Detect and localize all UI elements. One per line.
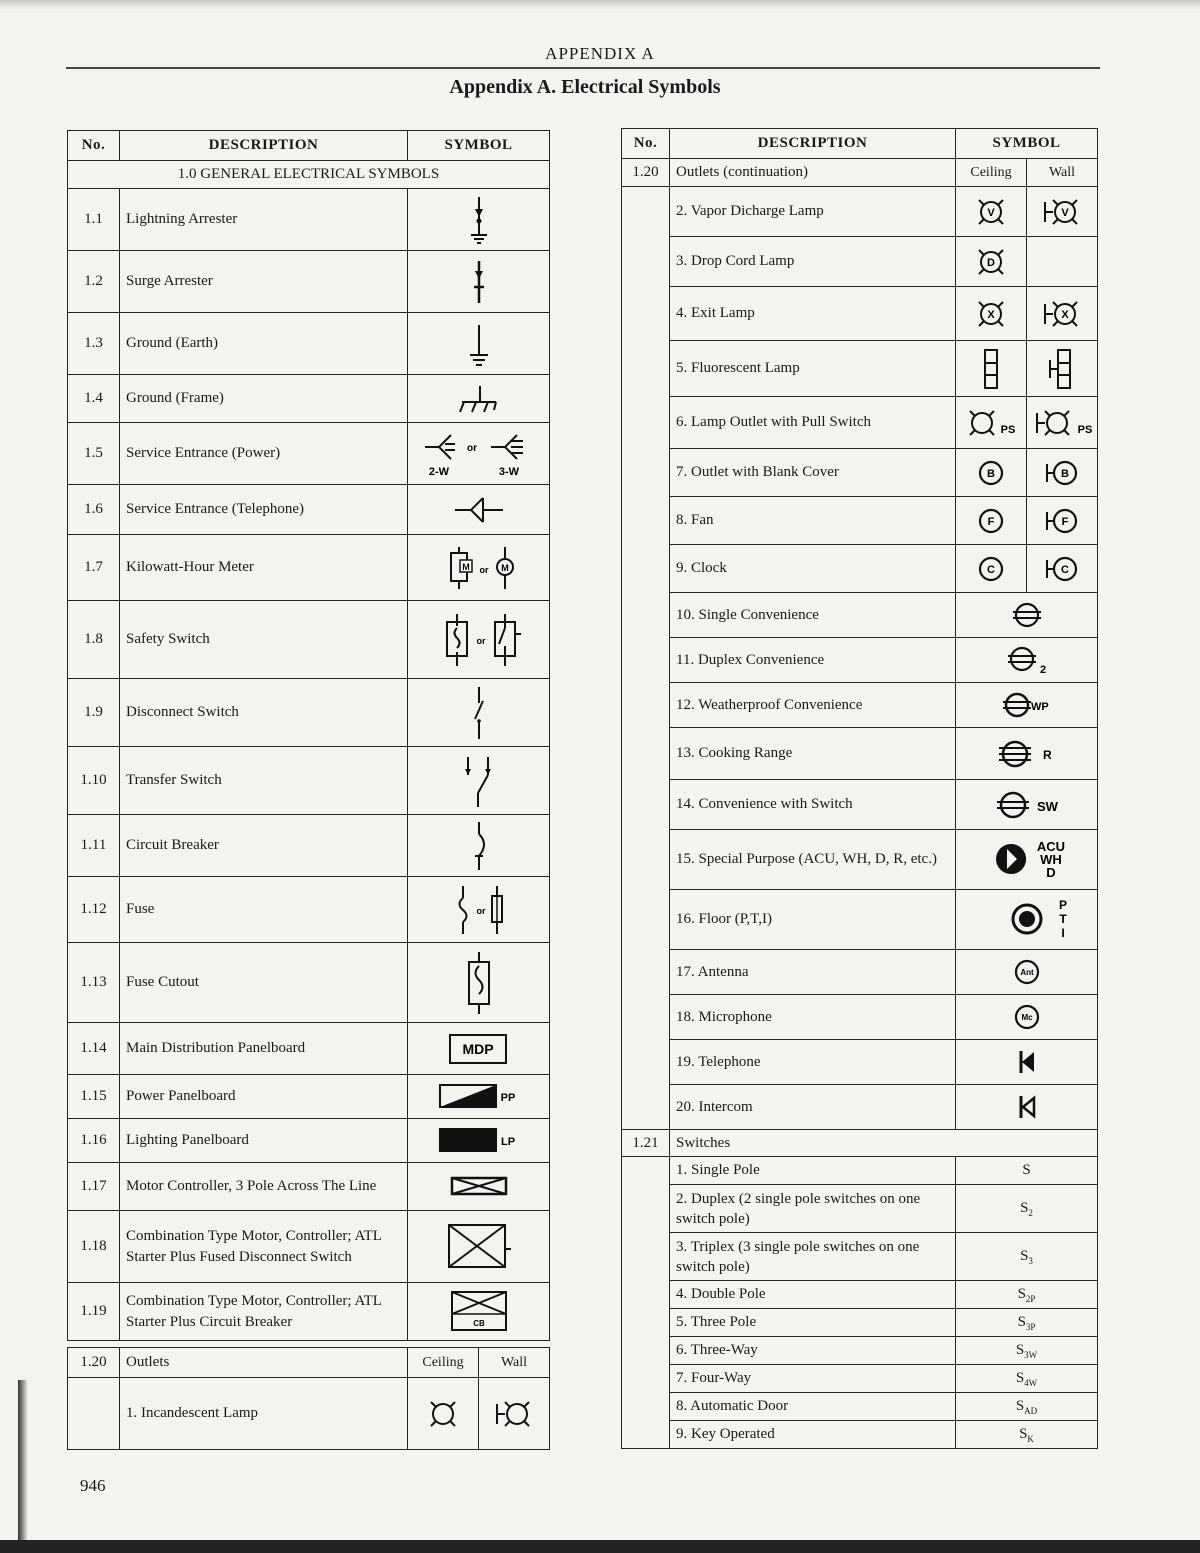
table-row — [622, 1040, 1098, 1085]
switch-symbol — [956, 1421, 1098, 1449]
row-description: 6. Lamp Outlet with Pull Switch — [670, 397, 956, 449]
row-number: 1.20 — [622, 159, 670, 187]
surge-arrester-icon — [459, 257, 499, 307]
two-wire-label: 2-W — [428, 465, 449, 478]
switch-subscript: AD — [1024, 1405, 1038, 1416]
row-number: 1.6 — [68, 485, 120, 535]
row-number: 1.12 — [68, 877, 120, 943]
row-number: 1.17 — [68, 1163, 120, 1211]
table-row — [622, 449, 1098, 497]
row-number: 1.3 — [68, 313, 120, 375]
row-number: 1.20 — [68, 1348, 120, 1378]
row-description: 11. Duplex Convenience — [670, 638, 956, 683]
row-description: 9. Key Operated — [670, 1421, 956, 1449]
row-description: Surge Arrester — [120, 251, 408, 313]
fuse-icon — [408, 877, 550, 943]
table-row — [68, 313, 550, 375]
outlets-table — [67, 1347, 550, 1450]
row-description: Safety Switch — [120, 601, 408, 679]
row-description: Ground (Earth) — [120, 313, 408, 375]
microphone-icon — [1012, 1002, 1042, 1032]
ground-frame-icon — [454, 382, 504, 416]
pp-label: PP — [500, 1091, 515, 1104]
table-row — [622, 1233, 1098, 1281]
combination-fused-disconnect-icon — [439, 1219, 519, 1275]
row-number: 1.2 — [68, 251, 120, 313]
outlet-letter: C — [987, 563, 995, 576]
special-label: WH — [1039, 851, 1062, 867]
table-row — [622, 341, 1098, 397]
row-description: 7. Four-Way — [670, 1365, 956, 1393]
fan-wall-icon — [1042, 506, 1082, 536]
column-header-symbol: SYMBOL — [956, 129, 1098, 159]
lightning-arrester-icon — [459, 195, 499, 245]
row-description: 6. Three-Way — [670, 1337, 956, 1365]
row-description: Fuse — [120, 877, 408, 943]
table-row — [622, 237, 1098, 287]
table-row — [68, 1163, 550, 1211]
row-description: 3. Triplex (3 single pole switches on one switch pole) — [670, 1233, 956, 1281]
lamp-letter: X — [987, 308, 995, 321]
row-number: 1.21 — [622, 1130, 670, 1157]
switch-symbol — [956, 1281, 1098, 1309]
table-row — [622, 497, 1098, 545]
table-row — [622, 890, 1098, 950]
switch-subscript: 3 — [1028, 1255, 1033, 1266]
row-description: 19. Telephone — [670, 1040, 956, 1085]
outlet-letter: B — [987, 467, 995, 480]
table-row — [68, 815, 550, 877]
column-header-description: DESCRIPTION — [120, 131, 408, 161]
row-description: Main Distribution Panelboard — [120, 1023, 408, 1075]
row-description: Kilowatt-Hour Meter — [120, 535, 408, 601]
row-description: Outlets — [120, 1348, 408, 1378]
exit-lamp-wall-icon — [1039, 294, 1085, 334]
incandescent-lamp-wall-icon — [491, 1394, 537, 1434]
switch-subscript: 2P — [1025, 1293, 1036, 1304]
table-row — [68, 189, 550, 251]
table-row — [68, 423, 550, 485]
table-row — [622, 545, 1098, 593]
cooking-range-icon — [987, 736, 1067, 772]
page-number: 946 — [80, 1476, 106, 1495]
table-row — [68, 943, 550, 1023]
row-description: 13. Cooking Range — [670, 728, 956, 780]
weatherproof-convenience-icon — [987, 688, 1067, 722]
circuit-breaker-icon — [459, 820, 499, 872]
main-distribution-panelboard-icon — [444, 1031, 514, 1067]
transfer-switch-icon — [454, 753, 504, 809]
power-panelboard-icon — [434, 1081, 524, 1113]
row-description: 18. Microphone — [670, 995, 956, 1040]
service-entrance-power-icon — [408, 423, 550, 485]
table-row — [622, 1185, 1098, 1233]
convenience-label: 2 — [1039, 664, 1046, 676]
row-number: 1.9 — [68, 679, 120, 747]
clock-wall-icon — [1042, 554, 1082, 584]
or-label: or — [476, 635, 485, 646]
floor-label: P — [1058, 897, 1067, 912]
column-header-description: DESCRIPTION — [670, 129, 956, 159]
mdp-label: MDP — [461, 1040, 494, 1057]
lamp-letter: V — [987, 206, 995, 219]
blank-cover-ceiling-icon — [976, 458, 1006, 488]
page-header: APPENDIX A — [545, 44, 655, 63]
switch-subscript: 4W — [1024, 1377, 1038, 1388]
page-top-shadow — [0, 0, 1200, 10]
or-label: or — [466, 442, 477, 454]
floor-outlet-icon — [977, 895, 1077, 945]
table-row — [68, 1283, 550, 1341]
row-description: 3. Drop Cord Lamp — [670, 237, 956, 287]
column-header-no: No. — [68, 131, 120, 161]
row-description: Combination Type Motor, Controller; ATL Starter Plus Fused Disconnect Switch — [120, 1211, 408, 1283]
table-row — [622, 159, 1098, 187]
table-row — [622, 187, 1098, 237]
meter-label: M — [461, 561, 470, 572]
blank-cover-wall-icon — [1042, 458, 1082, 488]
row-number: 1.16 — [68, 1119, 120, 1163]
row-description: 20. Intercom — [670, 1085, 956, 1130]
row-description: 15. Special Purpose (ACU, WH, D, R, etc.) — [670, 830, 956, 890]
row-number: 1.14 — [68, 1023, 120, 1075]
table-header-row — [622, 129, 1098, 159]
row-description: 5. Fluorescent Lamp — [670, 341, 956, 397]
row-number: 1.8 — [68, 601, 120, 679]
table-row — [622, 1421, 1098, 1449]
vapor-discharge-lamp-ceiling-icon — [971, 192, 1011, 232]
outlet-letter: F — [987, 515, 995, 528]
switch-symbol — [956, 1365, 1098, 1393]
row-description: 2. Duplex (2 single pole switches on one switch pole) — [670, 1185, 956, 1233]
microphone-label: Mc — [1020, 1013, 1033, 1022]
switch-subscript: 3W — [1024, 1349, 1038, 1360]
incandescent-lamp-ceiling-icon — [423, 1394, 463, 1434]
lamp-letter: D — [987, 256, 995, 269]
row-description: Motor Controller, 3 Pole Across The Line — [120, 1163, 408, 1211]
table-row — [622, 1085, 1098, 1130]
table-row — [622, 287, 1098, 341]
table-row — [68, 1348, 550, 1378]
three-wire-label: 3-W — [498, 465, 519, 478]
meter-label: M — [500, 562, 509, 573]
table-row — [68, 251, 550, 313]
convenience-label: R — [1042, 747, 1052, 762]
column-header-wall: Wall — [479, 1348, 550, 1378]
table-row — [68, 1119, 550, 1163]
switch-symbol — [956, 1309, 1098, 1337]
switch-subscript: 3P — [1025, 1321, 1036, 1332]
switch-symbol — [956, 1337, 1098, 1365]
page-title: Appendix A. Electrical Symbols — [449, 76, 721, 98]
column-header-ceiling: Ceiling — [956, 159, 1027, 187]
switch-symbol — [956, 1157, 1098, 1185]
row-description: Power Panelboard — [120, 1075, 408, 1119]
lighting-panelboard-icon — [434, 1125, 524, 1157]
page-left-shadow — [18, 1380, 28, 1550]
row-number: 1.15 — [68, 1075, 120, 1119]
antenna-icon — [1012, 957, 1042, 987]
column-header-no: No. — [622, 129, 670, 159]
ps-label: PS — [1077, 423, 1093, 436]
row-description: Lightning Arrester — [120, 189, 408, 251]
special-label: D — [1045, 864, 1056, 880]
section-row — [68, 161, 550, 189]
row-description: Disconnect Switch — [120, 679, 408, 747]
pull-switch-ceiling-icon — [962, 403, 1027, 443]
table-row — [68, 877, 550, 943]
ps-label: PS — [1000, 423, 1016, 436]
special-label: ACU — [1036, 838, 1065, 854]
switch-letter: S — [1019, 1425, 1028, 1442]
kilowatt-hour-meter-icon — [408, 535, 550, 601]
table-row — [622, 638, 1098, 683]
combination-circuit-breaker-icon — [444, 1288, 514, 1336]
switch-letter: S — [1020, 1199, 1029, 1216]
single-convenience-icon — [997, 599, 1057, 631]
or-label: or — [476, 905, 485, 916]
row-description: 2. Vapor Dicharge Lamp — [670, 187, 956, 237]
outlet-letter: C — [1061, 563, 1069, 576]
row-description: 5. Three Pole — [670, 1309, 956, 1337]
row-description: 16. Floor (P,T,I) — [670, 890, 956, 950]
table-row — [622, 1157, 1098, 1185]
floor-label: I — [1060, 925, 1065, 940]
convenience-switch-icon — [987, 787, 1067, 823]
row-number: 1.10 — [68, 747, 120, 815]
switch-subscript: K — [1027, 1433, 1034, 1444]
lamp-letter: V — [1061, 206, 1069, 219]
table-row — [622, 1130, 1098, 1157]
row-number: 1.13 — [68, 943, 120, 1023]
row-number: 1.1 — [68, 189, 120, 251]
intercom-icon — [1012, 1092, 1042, 1122]
duplex-convenience-icon — [992, 643, 1062, 677]
switch-symbol — [956, 1233, 1098, 1281]
row-description: 10. Single Convenience — [670, 593, 956, 638]
fan-ceiling-icon — [976, 506, 1006, 536]
clock-ceiling-icon — [976, 554, 1006, 584]
switch-symbol — [956, 1185, 1098, 1233]
row-description: 12. Weatherproof Convenience — [670, 683, 956, 728]
antenna-label: Ant — [1019, 968, 1034, 977]
or-label: or — [479, 564, 488, 575]
table-row — [622, 1365, 1098, 1393]
row-description: Lighting Panelboard — [120, 1119, 408, 1163]
outlets-continuation-table — [621, 128, 1098, 1449]
column-header-symbol: SYMBOL — [408, 131, 550, 161]
page-bottom-edge — [0, 1540, 1200, 1553]
table-row — [68, 375, 550, 423]
table-row — [68, 1023, 550, 1075]
table-row — [622, 995, 1098, 1040]
table-row — [68, 1075, 550, 1119]
table-row — [622, 1309, 1098, 1337]
table-row — [622, 950, 1098, 995]
disconnect-switch-icon — [459, 685, 499, 741]
switch-letter: S — [1015, 1369, 1025, 1386]
column-header-ceiling: Ceiling — [408, 1348, 479, 1378]
table-row — [68, 679, 550, 747]
row-description: Ground (Frame) — [120, 375, 408, 423]
row-number: 1.11 — [68, 815, 120, 877]
row-number: 1.19 — [68, 1283, 120, 1341]
row-description: Service Entrance (Telephone) — [120, 485, 408, 535]
table-row — [622, 683, 1098, 728]
section-title: 1.0 GENERAL ELECTRICAL SYMBOLS — [68, 161, 550, 189]
lp-label: LP — [500, 1135, 515, 1148]
row-description: 1. Incandescent Lamp — [120, 1378, 408, 1450]
row-description: 17. Antenna — [670, 950, 956, 995]
exit-lamp-ceiling-icon — [971, 294, 1011, 334]
drop-cord-lamp-icon — [971, 242, 1011, 282]
telephone-icon — [1012, 1047, 1042, 1077]
table-row — [622, 1281, 1098, 1309]
safety-switch-icon — [408, 601, 550, 679]
motor-controller-icon — [444, 1172, 514, 1202]
header-rule — [66, 67, 1100, 69]
row-description: 1. Single Pole — [670, 1157, 956, 1185]
cb-label: CB — [472, 1318, 485, 1328]
row-number: 1.7 — [68, 535, 120, 601]
table-row — [68, 485, 550, 535]
fluorescent-lamp-wall-icon — [1042, 346, 1082, 392]
row-description: Switches — [670, 1130, 1098, 1157]
empty-symbol-cell — [1027, 237, 1098, 287]
table-row — [622, 830, 1098, 890]
table-row — [622, 1393, 1098, 1421]
fuse-cutout-icon — [459, 950, 499, 1016]
table-row — [68, 601, 550, 679]
column-header-wall: Wall — [1027, 159, 1098, 187]
row-description: 8. Fan — [670, 497, 956, 545]
convenience-label: WP — [1030, 701, 1049, 713]
lamp-letter: X — [1061, 308, 1069, 321]
general-symbols-table — [67, 130, 550, 1341]
ground-earth-icon — [459, 319, 499, 369]
row-description: 14. Convenience with Switch — [670, 780, 956, 830]
switch-letter: S — [1022, 1161, 1031, 1178]
row-description: Outlets (continuation) — [670, 159, 956, 187]
switch-subscript: 2 — [1028, 1207, 1033, 1218]
row-description: Combination Type Motor, Controller; ATL Starter Plus Circuit Breaker — [120, 1283, 408, 1341]
row-description: Circuit Breaker — [120, 815, 408, 877]
row-description: Transfer Switch — [120, 747, 408, 815]
table-row — [68, 535, 550, 601]
convenience-label: SW — [1036, 798, 1058, 814]
outlet-letter: B — [1061, 467, 1069, 480]
table-row — [622, 780, 1098, 830]
table-row — [622, 593, 1098, 638]
row-number: 1.4 — [68, 375, 120, 423]
row-description: 8. Automatic Door — [670, 1393, 956, 1421]
fluorescent-lamp-ceiling-icon — [976, 346, 1006, 392]
table-row — [68, 747, 550, 815]
switch-letter: S — [1015, 1397, 1025, 1414]
vapor-discharge-lamp-wall-icon — [1039, 192, 1085, 232]
switch-letter: S — [1017, 1313, 1026, 1330]
row-description: 4. Exit Lamp — [670, 287, 956, 341]
special-purpose-icon — [977, 835, 1077, 885]
table-row — [68, 1211, 550, 1283]
row-description: Service Entrance (Power) — [120, 423, 408, 485]
table-row — [622, 1337, 1098, 1365]
switch-symbol — [956, 1393, 1098, 1421]
service-entrance-telephone-icon — [449, 493, 509, 527]
floor-label: T — [1058, 911, 1067, 926]
table-row — [68, 1378, 550, 1450]
outlet-letter: F — [1061, 515, 1069, 528]
row-description: 7. Outlet with Blank Cover — [670, 449, 956, 497]
row-description: 9. Clock — [670, 545, 956, 593]
table-header-row — [68, 131, 550, 161]
pull-switch-wall-icon — [1033, 403, 1098, 443]
row-description: Fuse Cutout — [120, 943, 408, 1023]
row-number: 1.18 — [68, 1211, 120, 1283]
table-row — [622, 728, 1098, 780]
switch-letter: S — [1020, 1247, 1029, 1264]
switch-letter: S — [1017, 1285, 1026, 1302]
row-description: 4. Double Pole — [670, 1281, 956, 1309]
table-row — [622, 397, 1098, 449]
switch-letter: S — [1015, 1341, 1025, 1358]
row-number: 1.5 — [68, 423, 120, 485]
